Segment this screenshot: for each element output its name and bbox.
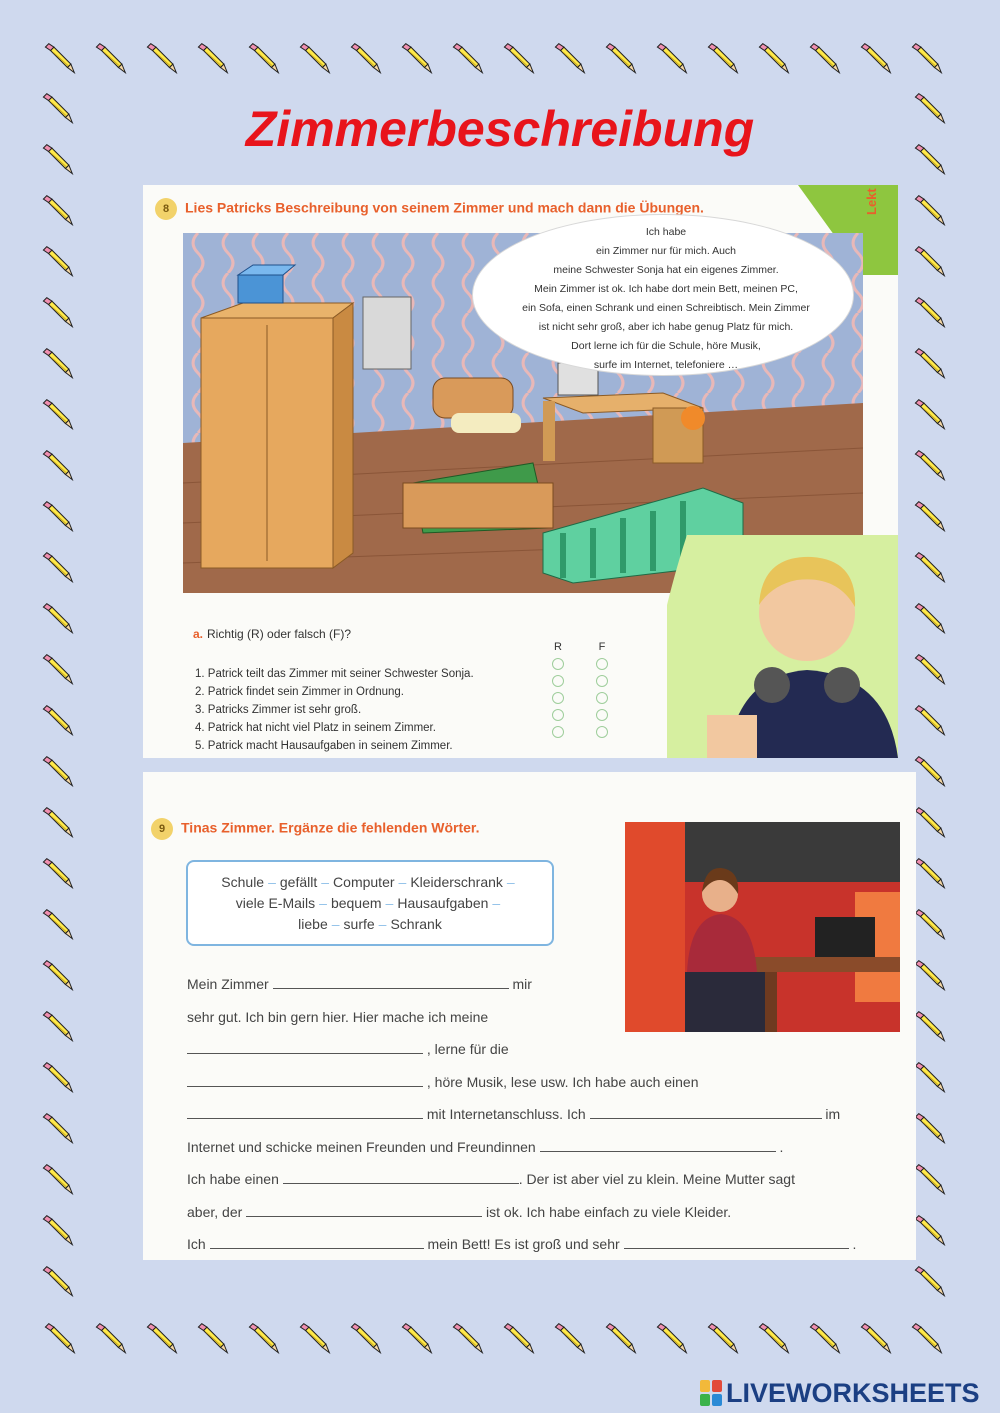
answer-r-radio[interactable] <box>552 675 564 687</box>
answer-f-radio[interactable] <box>596 692 608 704</box>
answer-f-radio[interactable] <box>596 726 608 738</box>
word-separator: – <box>331 916 340 932</box>
pencil-icon <box>603 1322 637 1356</box>
word-separator: – <box>506 874 515 890</box>
pencil-icon <box>912 806 946 840</box>
text-line-8b: ist ok. Ich habe einfach zu viele Kleider. <box>486 1203 732 1220</box>
word-separator: – <box>492 895 501 911</box>
pencil-icon <box>40 449 74 483</box>
question-text: Richtig (R) oder falsch (F)? <box>207 627 352 641</box>
pencil-icon <box>93 1322 127 1356</box>
word-item: Kleiderschrank <box>410 874 503 890</box>
pencil-icon <box>756 1322 790 1356</box>
pencil-icon <box>912 1112 946 1146</box>
pencil-icon <box>40 551 74 585</box>
wardrobe <box>201 303 353 568</box>
liveworksheets-logo[interactable] <box>700 1378 980 1408</box>
pencil-icon <box>858 42 892 76</box>
pencil-icon <box>93 42 127 76</box>
pencil-icon <box>501 42 535 76</box>
word-item: bequem <box>330 895 382 911</box>
speech-line: Ich habe <box>645 226 687 238</box>
pencil-icon <box>40 500 74 534</box>
pencil-icon <box>40 1163 74 1197</box>
pencil-icon <box>40 1061 74 1095</box>
speech-line: ein Zimmer nur für mich. Auch <box>595 245 737 257</box>
text-line-2: sehr gut. Ich bin gern hier. Hier mache ich meine <box>187 1008 489 1025</box>
word-item: gefällt <box>279 874 318 890</box>
pencil-icon <box>654 1322 688 1356</box>
pencil-icon <box>40 704 74 738</box>
word-separator: – <box>398 874 407 890</box>
pencil-icon <box>858 1322 892 1356</box>
word-separator: – <box>319 895 327 911</box>
column-r <box>550 641 566 741</box>
pencil-icon <box>912 296 946 330</box>
speech-line: Dort lerne ich für die Schule, höre Musik, <box>571 340 761 352</box>
pencil-icon <box>912 500 946 534</box>
word-item: liebe <box>298 916 328 932</box>
text-line-9c: . <box>852 1236 857 1252</box>
pencil-icon <box>654 42 688 76</box>
logo-text: LIVEWORKSHEETS <box>726 1377 980 1408</box>
text-line-4: , höre Musik, lese usw. Ich habe auch einen <box>426 1073 699 1090</box>
word-item: surfe <box>343 916 375 932</box>
pencil-icon <box>144 1322 178 1356</box>
pencil-icon <box>40 398 74 432</box>
task8-number: 8 <box>155 198 177 220</box>
pencil-icon <box>912 704 946 738</box>
pencil-icon <box>40 857 74 891</box>
pencil-icon <box>450 1322 484 1356</box>
pencil-icon <box>912 245 946 279</box>
answer-r-radio[interactable] <box>552 692 564 704</box>
text-line-9b: mein Bett! Es ist groß und sehr <box>427 1236 620 1252</box>
pencil-icon <box>912 551 946 585</box>
pencil-icon <box>912 449 946 483</box>
answer-r-radio[interactable] <box>552 658 564 670</box>
pencil-icon <box>40 653 74 687</box>
pencil-icon <box>552 42 586 76</box>
blank-2[interactable] <box>187 1039 423 1054</box>
pencil-icon <box>40 959 74 993</box>
text-line-5b: im <box>825 1106 841 1122</box>
word-box-row <box>188 914 552 935</box>
pencil-icon <box>756 42 790 76</box>
text-line-1b: mir <box>512 976 532 992</box>
answer-f-radio[interactable] <box>596 658 608 670</box>
blank-7[interactable] <box>283 1169 519 1184</box>
answer-r-radio[interactable] <box>552 709 564 721</box>
statement-list <box>195 665 474 755</box>
pencil-icon <box>297 42 331 76</box>
task9-heading <box>151 818 479 840</box>
column-f <box>594 641 610 741</box>
pencil-icon <box>297 1322 331 1356</box>
pencil-icon <box>912 1010 946 1044</box>
statement-item: 5. Patrick macht Hausaufgaben in seinem Zimmer. <box>195 740 453 752</box>
gap-text <box>187 968 897 1260</box>
pencil-icon <box>705 1322 739 1356</box>
pencil-icon <box>807 42 841 76</box>
pencil-icon <box>912 1163 946 1197</box>
word-item: viele E-Mails <box>235 895 316 911</box>
statement-item: 3. Patricks Zimmer ist sehr groß. <box>195 704 362 716</box>
pencil-icon <box>912 347 946 381</box>
speech-line: meine Schwester Sonja hat ein eigenes Zimmer. <box>553 264 779 276</box>
pencil-icon <box>40 296 74 330</box>
word-item: Schule <box>221 874 265 890</box>
pencil-icon <box>40 602 74 636</box>
answer-f-radio[interactable] <box>596 675 608 687</box>
pencil-icon <box>912 1265 946 1299</box>
word-separator: – <box>378 916 387 932</box>
task9-panel <box>143 772 916 1260</box>
pencil-icon <box>40 1112 74 1146</box>
pencil-icon <box>40 1214 74 1248</box>
pencil-icon <box>912 857 946 891</box>
pencil-icon <box>40 1010 74 1044</box>
text-line-8a: aber, der <box>187 1203 243 1220</box>
statement-item: 4. Patrick hat nicht viel Platz in seinem Zimmer. <box>195 722 436 734</box>
text-line-7a: Ich habe einen <box>187 1171 279 1187</box>
pencil-icon <box>40 1265 74 1299</box>
pencil-icon <box>40 908 74 942</box>
word-separator: – <box>321 874 330 890</box>
pencil-icon <box>40 194 74 228</box>
speech-line: ein Sofa, einen Schrank und einen Schreibtisch. Mein Zimmer <box>522 302 810 314</box>
pencil-icon <box>912 398 946 432</box>
text-line-6b: . <box>779 1138 784 1155</box>
pencil-icon <box>912 908 946 942</box>
statement-item: 1. Patrick teilt das Zimmer mit seiner Schwester Sonja. <box>195 668 474 680</box>
logo-icon <box>700 1380 722 1406</box>
word-box-row <box>188 872 552 893</box>
text-line-9a: Ich <box>187 1236 206 1252</box>
task8-panel <box>143 185 898 758</box>
blank-8[interactable] <box>246 1202 482 1217</box>
blank-4[interactable] <box>187 1104 423 1119</box>
pencil-icon <box>42 1322 76 1356</box>
blank-1[interactable] <box>273 974 509 989</box>
word-item: Hausaufgaben <box>397 895 489 911</box>
pencil-icon <box>552 1322 586 1356</box>
pencil-icon <box>40 755 74 789</box>
pencil-icon <box>399 1322 433 1356</box>
pencil-icon <box>912 194 946 228</box>
answer-f-radio[interactable] <box>596 709 608 721</box>
pencil-icon <box>909 42 943 76</box>
pencil-icon <box>912 602 946 636</box>
blank-3[interactable] <box>187 1072 423 1087</box>
text-line-5a: mit Internetanschluss. Ich <box>426 1106 586 1122</box>
pencil-icon <box>912 1061 946 1095</box>
speech-line: ist nicht sehr groß, aber ich habe genug Platz für mich. <box>538 321 794 333</box>
pencil-icon <box>912 1214 946 1248</box>
blank-10[interactable] <box>624 1234 849 1249</box>
poster <box>363 297 411 369</box>
answer-r-radio[interactable] <box>552 726 564 738</box>
column-f-label: F <box>598 641 606 653</box>
pencil-icon <box>246 42 280 76</box>
blank-6[interactable] <box>540 1137 776 1152</box>
pencil-icon <box>195 42 229 76</box>
pencil-icon <box>705 42 739 76</box>
pencil-icon <box>348 1322 382 1356</box>
text-line-7b: . Der ist aber viel zu klein. Meine Mutter sagt <box>518 1171 795 1187</box>
pencil-icon <box>40 245 74 279</box>
pencil-icon <box>912 653 946 687</box>
pencil-icon <box>450 42 484 76</box>
blank-5[interactable] <box>590 1104 822 1119</box>
speech-bubble-text <box>501 223 831 375</box>
pencil-icon <box>40 806 74 840</box>
statement-item: 2. Patrick findet sein Zimmer in Ordnung. <box>195 686 404 698</box>
word-box <box>186 860 554 946</box>
pencil-icon <box>144 42 178 76</box>
pencil-icon <box>348 42 382 76</box>
pencil-icon <box>909 1322 943 1356</box>
question-heading <box>193 627 351 641</box>
blank-9[interactable] <box>210 1234 424 1249</box>
word-item: Computer <box>333 874 395 890</box>
column-r-label: R <box>554 641 562 653</box>
pencil-icon <box>603 42 637 76</box>
task9-heading-text: Tinas Zimmer. Ergänze die fehlenden Wörter. <box>181 819 480 836</box>
speech-line: surfe im Internet, telefoniere … <box>593 359 739 371</box>
lesson-tab-label: Lekt <box>864 188 879 215</box>
task9-number: 9 <box>151 818 173 840</box>
pencil-icon <box>912 959 946 993</box>
question-label: a. <box>193 627 204 641</box>
pencil-icon <box>501 1322 535 1356</box>
text-line-6a: Internet und schicke meinen Freunden und Freundinnen <box>187 1138 536 1155</box>
pencil-icon <box>399 42 433 76</box>
text-line-1a: Mein Zimmer <box>187 976 269 992</box>
pencil-icon <box>195 1322 229 1356</box>
word-separator: – <box>268 874 276 890</box>
page-title: Zimmerbeschreibung <box>245 101 755 157</box>
text-line-3: , lerne für die <box>426 1041 509 1057</box>
word-separator: – <box>385 895 394 911</box>
task8-heading-text: Lies Patricks Beschreibung von seinem Zimmer und mach dann die Übungen. <box>185 199 704 216</box>
pencil-icon <box>807 1322 841 1356</box>
photo-patrick <box>667 535 898 758</box>
chair <box>681 406 705 430</box>
speech-line: Mein Zimmer ist ok. Ich habe dort mein Bett, meinen PC, <box>534 283 798 295</box>
pencil-icon <box>40 347 74 381</box>
pencil-icon <box>246 1322 280 1356</box>
word-box-row <box>188 893 552 914</box>
pencil-icon <box>912 755 946 789</box>
pencil-icon <box>42 42 76 76</box>
word-item: Schrank <box>390 916 442 932</box>
